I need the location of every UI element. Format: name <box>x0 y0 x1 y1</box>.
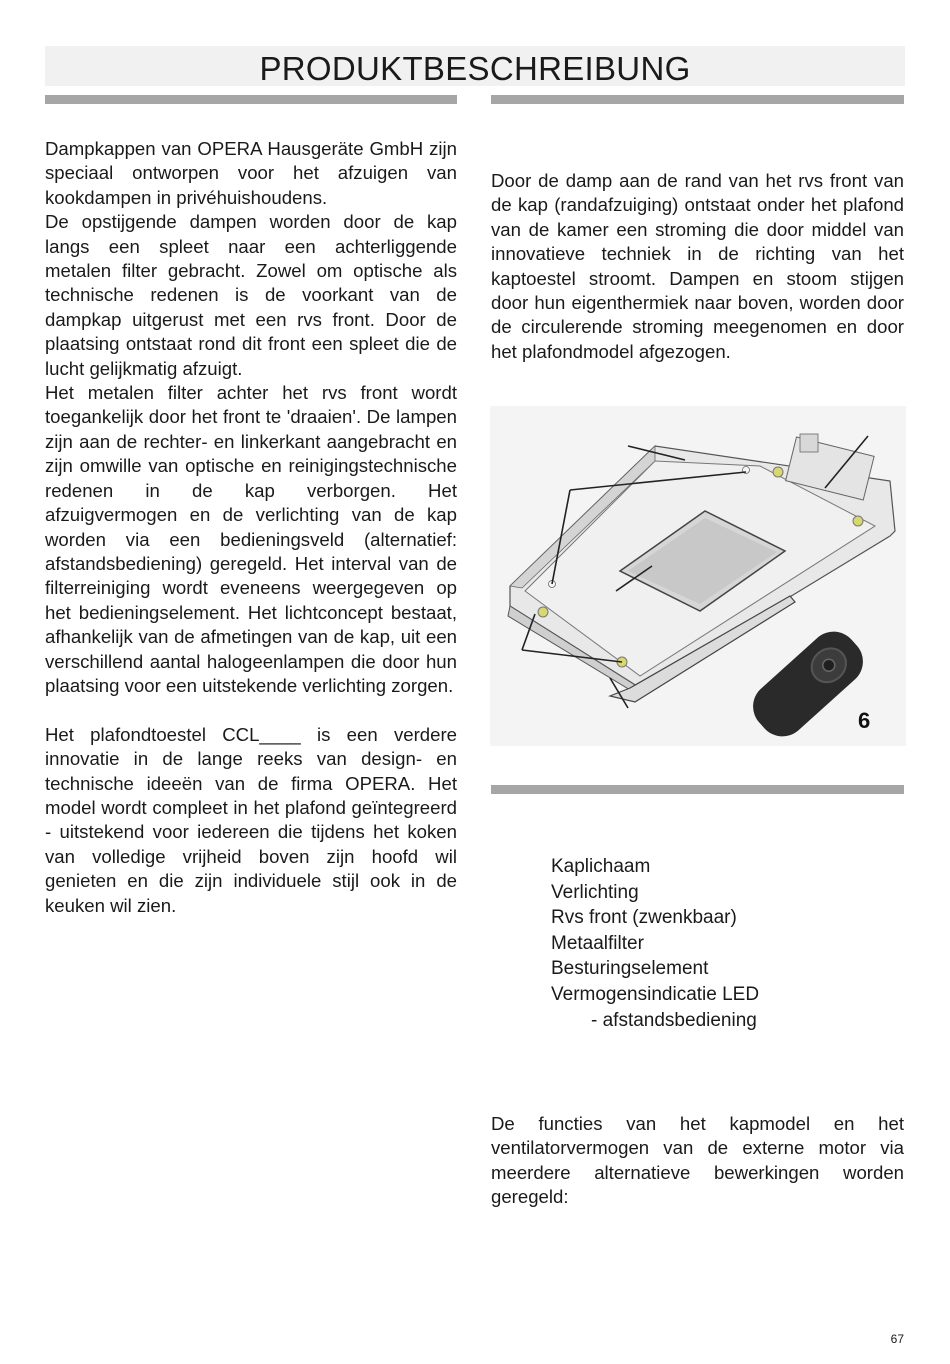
paragraph-filter: De opstijgende dampen worden door de kap langs een spleet naar een achterliggende metalen filter gebracht. Zowel om optische als technische redenen is de voorkant van de dampkap uitgerust met een rvs front. Door de plaatsing ontstaat rond dit front een spleet die de lucht gelijkmatig afzuigt. <box>45 211 457 379</box>
right-column-closing <box>491 1112 904 1210</box>
list-item: Verlichting <box>551 881 639 903</box>
lamp-icon <box>773 467 783 477</box>
page-title: PRODUKTBESCHREIBUNG <box>259 50 691 87</box>
page-number: 67 <box>890 1332 904 1346</box>
list-item: Kaplichaam <box>551 856 651 877</box>
list-sub-item: - afstandsbediening <box>591 1009 757 1031</box>
hood-illustration <box>490 406 906 746</box>
list-item: Rvs front (zwenkbaar) <box>551 907 737 929</box>
right-mid-divider <box>491 785 904 794</box>
lamp-icon <box>538 607 548 617</box>
right-divider <box>491 95 904 104</box>
paragraph-functions: De functies van het kapmodel en het ventilatorvermogen van de externe motor via meerdere alternatieve bewerkingen worden geregeld: <box>491 1113 904 1208</box>
paragraph-ceiling-model: Het plafondtoestel CCL____ is een verdere innovatie in de lange reeks van design- en technische ideeën van de firma OPERA. Het model wordt compleet in het plafond geïntegreerd - uitstekend voor iedereen die tijdens het koken van volledige vrijheid boven zijn hoofd wil genieten en die zijn individuele stijl ook in de keuken wil zien. <box>45 723 457 916</box>
paragraph-lighting: Het metalen filter achter het rvs front wordt toegankelijk door het front te 'draaien'. De lampen zijn aan de rechter- en linkerkant aangebracht en zijn omwille van optische en reinigingstechnische redenen in de kap verborgen. Het afzuigvermogen en de verlichting van de kap worden via een bedieningsveld (alternatief: afstandsbediening) geregeld. Het interval van de filterreiniging wordt eveneens weergegeven op het bedieningselement. Het lichtconcept bestaat, afhankelijk van de afmetingen van de kap, uit een verschillend aantal halogeenlampen die door hun plaatsing voor een uitstekende verlichting zorgen. <box>45 382 457 696</box>
list-item: Metaalfilter <box>551 932 644 954</box>
lamp-icon <box>853 516 863 526</box>
paragraph-airflow: Door de damp aan de rand van het rvs front van de kap (randafzuiging) ontstaat onder het plafond van de kamer een stroming die door middel van innovatieve techniek in de richting van het kaptoestel stroomt. Dampen en stoom stijgen door hun eigenthermiek naar boven, worden door de circulerende stroming meegenomen en door het plafondmodel afgezogen. <box>491 170 904 362</box>
remote-label: 6 <box>858 708 871 733</box>
paragraph-intro: Dampkappen van OPERA Hausgeräte GmbH zijn speciaal ontworpen voor het afzuigen van kookdampen in privéhuishoudens. <box>45 138 457 208</box>
parts-list <box>551 854 759 1033</box>
list-item: Vermogensindicatie LED <box>551 983 760 1005</box>
left-column <box>45 137 457 918</box>
title-band <box>45 46 905 86</box>
list-item: Besturingselement <box>551 958 709 980</box>
left-divider <box>45 95 457 104</box>
right-column-intro <box>491 169 904 364</box>
